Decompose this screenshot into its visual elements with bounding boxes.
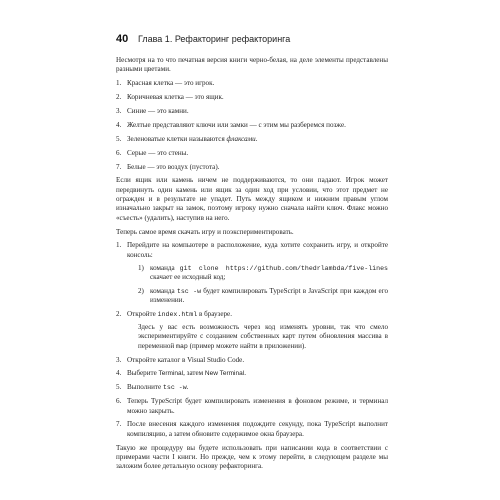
rules-paragraph: Если ящик или камень ничем не поддерживаются, то они падают. Игрок может передвинуть один камень или ящик за один ход при условии, что этот предмет не огражден и в результате не упадет. Путь между ящиком и нижним правым углом изначально закрыт на замок, поэтому игроку нужно сначала найти ключ. Флакс можно «съесть» (удалить), наступив на него. <box>116 176 388 222</box>
list-item: 5. Зеленоватые клетки называются флаксами. <box>116 134 258 143</box>
emphasis-term: флаксами <box>226 134 256 143</box>
color-legend-list <box>116 79 388 172</box>
list-item: 2. Коричневая клетка — это ящик. <box>116 93 224 102</box>
code-snippet: map <box>176 342 188 350</box>
page-number: 40 <box>116 33 129 45</box>
list-item: 1. Красная клетка — это игрок. <box>116 79 215 88</box>
code-snippet: git clone https://github.com/thedrlambda/five-lines <box>179 264 388 272</box>
page-body <box>116 56 388 476</box>
sub-step: 1) команда git clone https://github.com/thedrlambda/five-lines скачает ее исходный код; <box>138 263 388 282</box>
ui-menu-term: New Terminal <box>204 370 245 378</box>
sub-step: 2) команда tsc -w будет компилировать TypeScript в JavaScript при каждом его изменении. <box>138 286 388 304</box>
ui-menu-term: Terminal <box>158 370 184 378</box>
download-intro: Теперь самое время скачать игру и поэкспериментировать. <box>116 227 294 236</box>
step-item: 5. Выполните tsc -w. <box>116 383 189 392</box>
code-snippet: index.html <box>157 310 198 318</box>
list-item: 7. Белые — это воздух (пустота). <box>116 162 220 171</box>
step-item: 7. После внесения каждого изменения подождите секунду, пока TypeScript выполнит компиляцию, а затем обновите содержимое окна браузера. <box>116 420 388 438</box>
code-snippet: tsc -w <box>176 287 202 295</box>
list-item: 6. Серые — это стены. <box>116 148 189 157</box>
step-item: 6. Теперь TypeScript будет компилировать изменения в фоновом режиме, и терминал можно закрыть. <box>116 397 388 415</box>
chapter-title: Глава 1. Рефакторинг рефакторинга <box>138 34 291 44</box>
step-item: 1. Перейдите на компьютере в расположение, куда хотите сохранить игру, и откройте консоль: 1) команда git clone https://github.com/thedrlambda/five-lines скачает ее исходный код; 2) команда tsc -w будет компилировать TypeScript в JavaScript при каждом его изменении. <box>116 241 388 304</box>
step-note: Здесь у вас есть возможность через код изменять уровни, так что смело экспериментируйте с созданием собственных карт путем обновления массива в переменной map (пример можете найти в приложении). <box>138 323 388 350</box>
step-item: 2. Откройте index.html в браузере. Здесь у вас есть возможность через код изменять уровни, так что смело экспериментируйте с созданием собственных карт путем обновления массива в переменной map (пример можете найти в приложении). <box>116 309 388 350</box>
closing-paragraph: Такую же процедуру вы будете использовать при написании кода в соответствии с примерами части I книги. Но прежде, чем к этому перейти, в следующем разделе мы заложим более детальную основу рефакторинга. <box>116 443 388 471</box>
intro-paragraph: Несмотря на то что печатная версия книги черно-белая, на деле элементы представлены разными цветами. <box>116 56 388 74</box>
code-snippet: tsc -w <box>162 384 187 392</box>
list-item: 4. Желтые представляют ключи или замки — с этим мы разберемся позже. <box>116 120 346 129</box>
step-item: 4. Выберите Terminal, затем New Terminal. <box>116 369 246 378</box>
running-header <box>116 33 416 47</box>
setup-steps-list <box>116 241 388 439</box>
list-item: 3. Синие — это камни. <box>116 106 189 115</box>
step-item: 3. Откройте каталог в Visual Studio Code. <box>116 355 245 364</box>
